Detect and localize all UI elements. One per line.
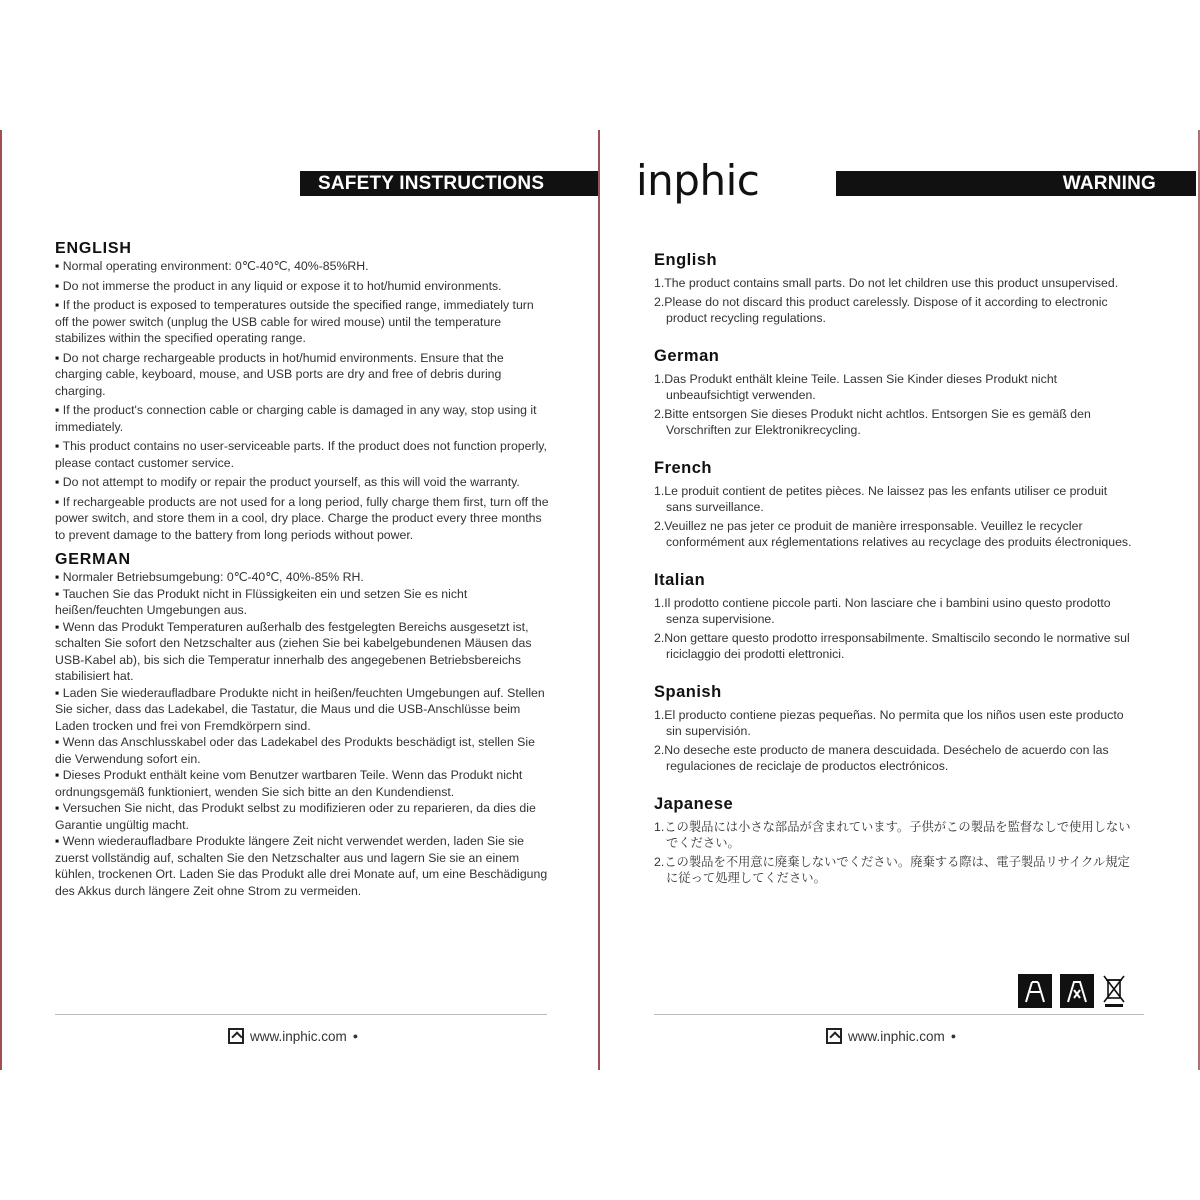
german-warning [654, 347, 1134, 439]
list-item: ▪ Do not charge rechargeable products in hot/humid environments. Ensure that the charging cable, keyboard, mouse, and USB ports are dry and free of debris during charging. [55, 350, 550, 400]
list-item: 1.Das Produkt enthält kleine Teile. Lassen Sie Kinder dieses Produkt nicht unbeaufsichtigt verwenden. [654, 371, 1058, 402]
list-item: ▪ If the product is exposed to temperatures outside the specified range, immediately turn off the power switch (unplug the USB cable for wired mouse) until the temperature stabilizes within the specified operating range. [55, 297, 550, 347]
list-item: 1.Il prodotto contiene piccole parti. Non lasciare che i bambini usino questo prodotto senza supervisione. [654, 595, 1111, 626]
safety-instructions-body [55, 240, 550, 899]
list-item: 1.The product contains small parts. Do not let children use this product unsupervised. [654, 276, 1119, 290]
section-title: GERMAN [55, 551, 131, 568]
list-item: ▪ If the product's connection cable or charging cable is damaged in any way, stop using it immediately. [55, 402, 550, 435]
list-item: 2.No deseche este producto de manera descuidada. Deséchelo de acuerdo con las regulaciones de reciclaje de productos electrónicos. [654, 742, 1109, 773]
english-warning [654, 251, 1134, 327]
italian-warning [654, 571, 1134, 663]
language-title: Italian [654, 570, 706, 589]
list-item: 1.この製品には小さな部品が含まれています。子供がこの製品を監督なしで使用しないでください。 [654, 819, 1131, 850]
warning-list [654, 819, 1134, 887]
dot-icon: ● [950, 1031, 957, 1041]
footer-divider [55, 1014, 547, 1015]
language-title: French [654, 458, 713, 477]
german-list [55, 569, 550, 899]
english-section [55, 240, 550, 543]
list-item: ▪ This product contains no user-serviceable parts. If the product does not function properly, please contact customer service. [55, 438, 550, 471]
list-item: ▪ Laden Sie wiederaufladbare Produkte nicht in heißen/feuchten Umgebungen auf. Stellen Sie sicher, dass das Ladekabel, die Tastatur, die Maus und die USB-Anschlüsse beim Laden trocken und frei von Fremdkörpern sind. [55, 685, 550, 735]
warning-list [654, 707, 1134, 775]
list-item: ▪ Wenn das Produkt Temperaturen außerhalb des festgelegten Bereichs ausgesetzt ist, schalten Sie sofort den Netzschalter aus (ziehen Sie bei kabelgebundenen Mäusen das USB-Kabel ab), bis sich die Temperatur innerhalb des angegebenen Betriebsbereichs stabilisiert hat. [55, 619, 550, 685]
list-item: ▪ Do not attempt to modify or repair the product yourself, as this will void the warranty. [55, 474, 550, 491]
list-item: 1.Le produit contient de petites pièces. Ne laissez pas les enfants utiliser ce produit sans surveillance. [654, 483, 1108, 514]
warning-body [654, 251, 1134, 907]
warning-list [654, 595, 1134, 663]
language-title: Japanese [654, 794, 734, 813]
german-section [55, 551, 550, 899]
list-item: ▪ Versuchen Sie nicht, das Produkt selbst zu modifizieren oder zu reparieren, da dies die Garantie ungültig macht. [55, 800, 550, 833]
tidyman-icon [1060, 974, 1094, 1008]
list-item: ▪ Dieses Produkt enthält keine vom Benutzer wartbaren Teile. Wenn das Produkt nicht ordnungsgemäß funktioniert, wenden Sie sich bitte an den Kundendienst. [55, 767, 550, 800]
list-item: ▪ Normal operating environment: 0℃-40℃, 40%-85%RH. [55, 258, 550, 275]
japanese-warning [654, 795, 1134, 887]
list-item: 1.El producto contiene piezas pequeñas. No permita que los niños usen este producto sin supervisión. [654, 707, 1124, 738]
warning-list [654, 275, 1134, 327]
warning-list [654, 371, 1134, 439]
footer [826, 1028, 956, 1044]
spanish-warning [654, 683, 1134, 775]
footer-url[interactable]: www.inphic.com [250, 1028, 347, 1044]
home-icon [826, 1028, 842, 1044]
warning-list [654, 483, 1134, 551]
inphic-logo: inphic [636, 156, 760, 205]
list-item: 2.Non gettare questo prodotto irresponsabilmente. Smaltiscilo secondo le normative sul riciclaggio dei prodotti elettronici. [654, 630, 1130, 661]
list-item: ▪ Normaler Betriebsumgebung: 0℃-40℃, 40%-85% RH. [55, 569, 550, 586]
crossed-bin-icon [1102, 974, 1126, 1008]
list-item: ▪ Tauchen Sie das Produkt nicht in Flüssigkeiten ein und setzen Sie es nicht heißen/feuchten Umgebungen aus. [55, 586, 550, 619]
language-title: English [654, 251, 718, 269]
footer-divider [654, 1014, 1144, 1015]
french-warning [654, 459, 1134, 551]
list-item: 2.Bitte entsorgen Sie dieses Produkt nicht achtlos. Entsorgen Sie es gemäß den Vorschriften zur Elektronikrecycling. [654, 406, 1091, 437]
list-item: 2.この製品を不用意に廃棄しないでください。廃棄する際は、電子製品リサイクル規定に従って処理してください。 [654, 854, 1130, 885]
tidyman-icon [1018, 974, 1052, 1008]
list-item: ▪ Wenn wiederaufladbare Produkte längere Zeit nicht verwendet werden, laden Sie sie zuerst vollständig auf, schalten Sie den Netzschalter aus und lagern Sie sie an einem kühlen, trockenen Ort. Laden Sie das Produkt alle drei Monate auf, um eine Beschädigung des Akkus durch längere Zeit ohne Strom zu vermeiden. [55, 833, 550, 899]
english-list [55, 258, 550, 543]
list-item: 2.Please do not discard this product carelessly. Dispose of it according to electronic product recycling regulations. [654, 294, 1108, 325]
section-title: ENGLISH [55, 240, 132, 257]
list-item: 2.Veuillez ne pas jeter ce produit de manière irresponsable. Veuillez le recycler conformément aux réglementations relatives au recyclage des produits électroniques. [654, 518, 1132, 549]
list-item: ▪ Do not immerse the product in any liquid or expose it to hot/humid environments. [55, 278, 550, 295]
list-item: ▪ Wenn das Anschlusskabel oder das Ladekabel des Produkts beschädigt ist, stellen Sie die Verwendung sofort ein. [55, 734, 550, 767]
language-title: Spanish [654, 682, 722, 701]
dot-icon: ● [352, 1031, 359, 1041]
list-item: ▪ If rechargeable products are not used for a long period, fully charge them first, turn off the power switch, and store them in a cool, dry place. Charge the product every three months to prevent damage to the battery from long periods without power. [55, 494, 550, 544]
warning-banner: WARNING [836, 171, 1196, 196]
footer-url[interactable]: www.inphic.com [848, 1028, 945, 1044]
home-icon [228, 1028, 244, 1044]
compliance-icons [1018, 974, 1126, 1008]
safety-instructions-banner: SAFETY INSTRUCTIONS [300, 171, 598, 196]
footer [228, 1028, 358, 1044]
language-title: German [654, 346, 720, 365]
